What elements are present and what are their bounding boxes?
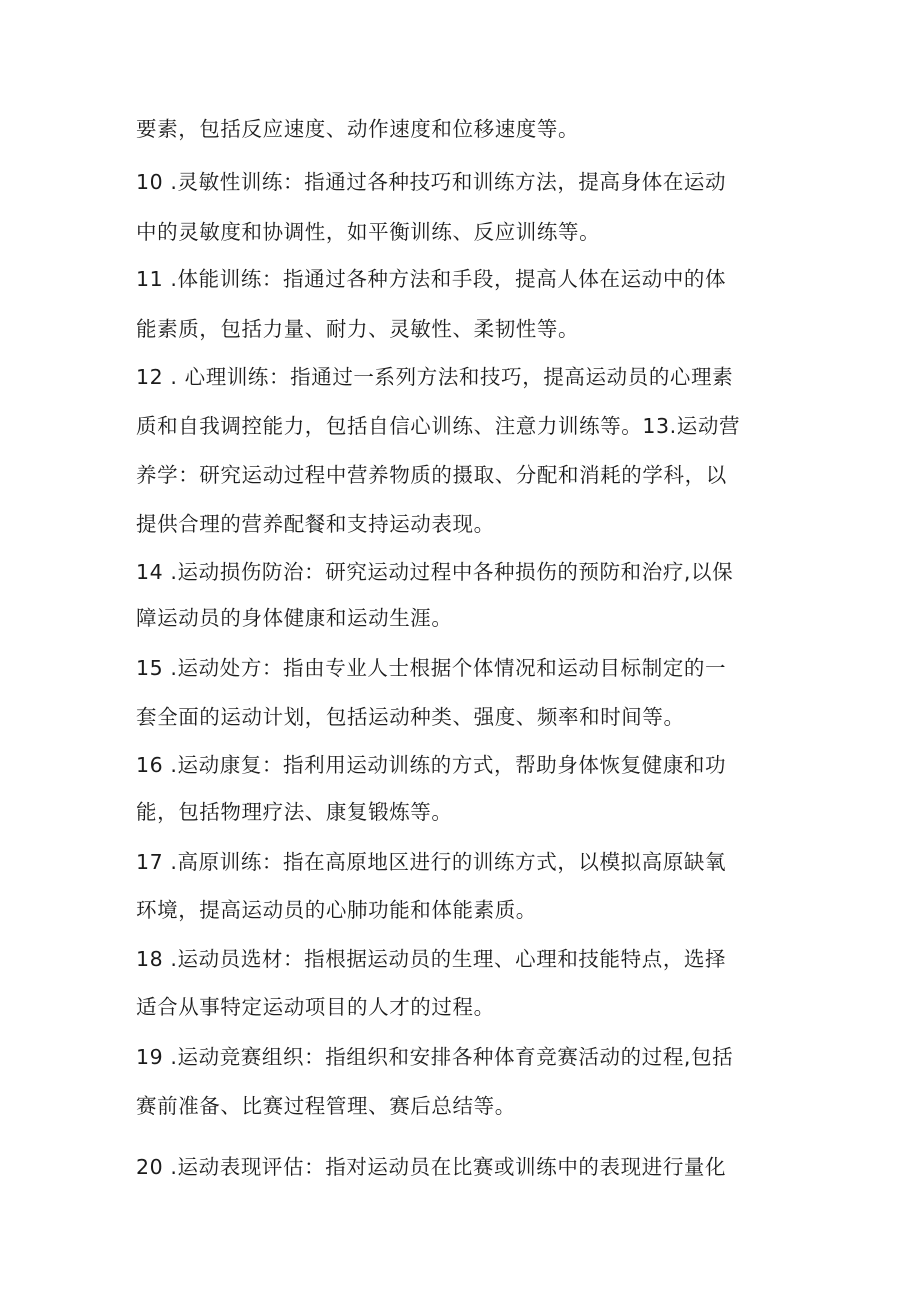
text-line: 能素质，包括力量、耐力、灵敏性、柔韧性等。: [136, 317, 580, 341]
text-line: 20 .运动表现评估：指对运动员在比赛或训练中的表现进行量化: [136, 1155, 727, 1179]
text-line: 中的灵敏度和协调性，如平衡训练、反应训练等。: [136, 220, 601, 244]
text-line: 14 .运动损伤防治：研究运动过程中各种损伤的预防和治疗,以保: [136, 560, 734, 584]
text-line: 要素，包括反应速度、动作速度和位移速度等。: [136, 117, 580, 141]
text-line: 障运动员的身体健康和运动生涯。: [136, 606, 453, 630]
text-line: 赛前准备、比赛过程管理、赛后总结等。: [136, 1094, 516, 1118]
text-line: 养学：研究运动过程中营养物质的摄取、分配和消耗的学科，以: [136, 463, 727, 487]
text-line: 19 .运动竞赛组织：指组织和安排各种体育竞赛活动的过程,包括: [136, 1045, 734, 1069]
text-line: 15 .运动处方：指由专业人士根据个体情况和运动目标制定的一: [136, 656, 727, 680]
text-line: 提供合理的营养配餐和支持运动表现。: [136, 512, 495, 536]
text-line: 18 .运动员选材：指根据运动员的生理、心理和技能特点，选择: [136, 947, 727, 971]
text-line: 10 .灵敏性训练：指通过各种技巧和训练方法，提高身体在运动: [136, 170, 727, 194]
text-line: 环境，提高运动员的心肺功能和体能素质。: [136, 898, 537, 922]
text-line: 套全面的运动计划，包括运动种类、强度、频率和时间等。: [136, 705, 685, 729]
text-line: 能，包括物理疗法、康复锻炼等。: [136, 800, 453, 824]
text-line: 12 . 心理训练：指通过一系列方法和技巧，提高运动员的心理素: [136, 365, 734, 389]
text-line: 质和自我调控能力，包括自信心训练、注意力训练等。13.运动营: [136, 414, 741, 438]
text-line: 11 .体能训练：指通过各种方法和手段，提高人体在运动中的体: [136, 267, 727, 291]
text-line: 16 .运动康复：指利用运动训练的方式，帮助身体恢复健康和功: [136, 753, 727, 777]
text-line: 17 .高原训练：指在高原地区进行的训练方式，以模拟高原缺氧: [136, 850, 727, 874]
text-line: 适合从事特定运动项目的人才的过程。: [136, 995, 495, 1019]
